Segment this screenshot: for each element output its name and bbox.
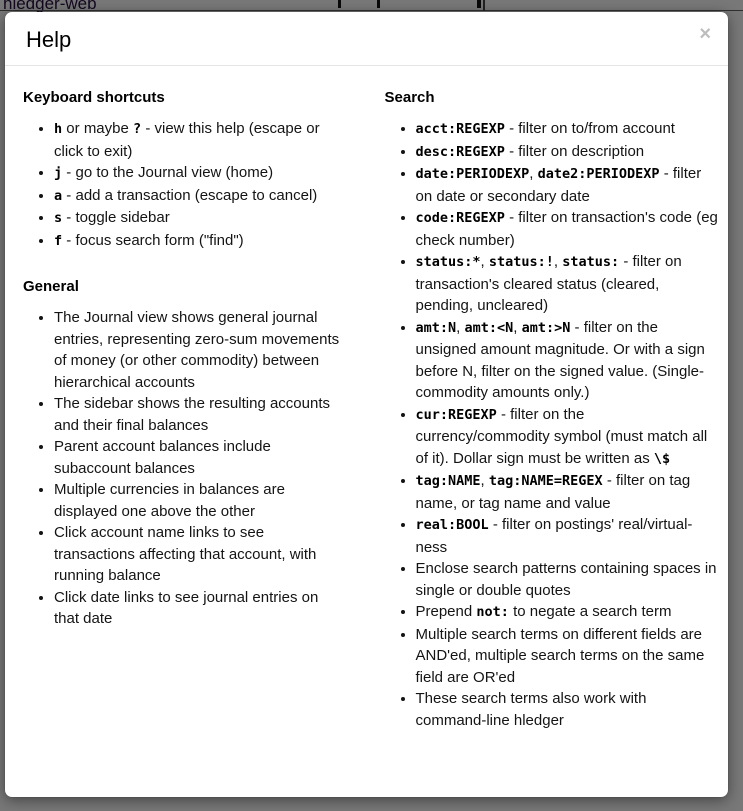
help-item: • The sidebar shows the resulting accounts and their final balances	[54, 393, 343, 436]
section-heading-general: General	[23, 278, 79, 295]
help-item: • Parent account balances include subaccount balances	[54, 436, 343, 479]
code-term: s	[54, 210, 63, 226]
help-item: • date:PERIODEXP, date2:PERIODEXP - filter on date or secondary date	[416, 163, 721, 207]
section-heading-search: Search	[384, 89, 435, 106]
code-term: status:	[562, 254, 620, 270]
code-term: real:BOOL	[415, 517, 489, 533]
help-item: • acct:REGEXP - filter on to/from account	[416, 118, 721, 141]
help-item: • f - focus search form ("find")	[54, 230, 343, 253]
code-term: \$	[653, 450, 671, 467]
help-item: • Multiple currencies in balances are displayed one above the other	[54, 479, 343, 522]
code-term: amt:>N	[521, 319, 571, 336]
help-item: • real:BOOL - filter on postings' real/virtual-ness	[416, 514, 721, 558]
help-item: • cur:REGEXP - filter on the currency/commodity symbol (must match all of it). Dollar sign must be written as \$	[416, 404, 721, 471]
help-item: • a - add a transaction (escape to cancel)	[54, 185, 343, 208]
code-term: code:REGEXP	[415, 210, 505, 226]
help-item: • Multiple search terms on different fields are AND'ed, multiple search terms on the same field are OR'ed	[416, 624, 721, 689]
help-modal	[5, 12, 728, 797]
code-term: date:PERIODEXP	[415, 166, 530, 182]
help-item: • The Journal view shows general journal entries, representing zero-sum movements of money (or other commodity) between hierarchical accounts	[54, 307, 343, 393]
code-term: f	[54, 232, 63, 249]
code-term: amt:N	[415, 319, 457, 336]
general-section	[23, 277, 343, 630]
code-term: ?	[133, 121, 142, 137]
help-item: • Click date links to see journal entries on that date	[54, 587, 343, 630]
help-item: • status:*, status:!, status: - filter on transaction's cleared status (cleared, pending, uncleared)	[416, 251, 721, 317]
code-term: status:!	[488, 254, 554, 270]
help-item: • Click account name links to see transactions affecting that account, with running balance	[54, 522, 343, 587]
help-item: • h or maybe ? - view this help (escape or click to exit)	[54, 118, 343, 162]
code-term: status:*	[415, 254, 481, 270]
help-item: • Prepend not: to negate a search term	[416, 601, 721, 624]
code-term: amt:<N	[464, 319, 514, 336]
code-term: not:	[476, 604, 509, 620]
right-column	[373, 88, 723, 741]
modal-body	[5, 66, 728, 759]
code-term: h	[54, 121, 63, 137]
help-item: • desc:REGEXP - filter on description	[416, 141, 721, 164]
code-term: date2:PERIODEXP	[537, 166, 660, 182]
code-term: tag:NAME	[415, 473, 481, 489]
section-heading-keyboard-shortcuts: Keyboard shortcuts	[23, 89, 165, 106]
help-item: • j - go to the Journal view (home)	[54, 162, 343, 185]
help-item: • tag:NAME, tag:NAME=REGEX - filter on tag name, or tag name and value	[416, 470, 721, 514]
help-item: • These search terms also work with command-line hledger	[416, 688, 721, 731]
modal-header	[5, 12, 728, 66]
help-item: • code:REGEXP - filter on transaction's code (eg check number)	[416, 207, 721, 251]
search-list	[385, 118, 721, 731]
help-item: • s - toggle sidebar	[54, 207, 343, 230]
code-term: acct:REGEXP	[415, 121, 505, 137]
left-column	[23, 88, 373, 741]
code-term: a	[54, 187, 63, 204]
modal-title: Help	[26, 27, 72, 52]
code-term: j	[54, 165, 63, 181]
search-section	[385, 88, 721, 731]
general-list	[23, 307, 343, 630]
keyboard-shortcuts-list	[23, 118, 343, 252]
code-term: desc:REGEXP	[415, 143, 505, 160]
help-item: • Enclose search patterns containing spaces in single or double quotes	[416, 558, 721, 601]
code-term: cur:REGEXP	[415, 406, 497, 423]
code-term: tag:NAME=REGEX	[488, 473, 603, 489]
close-icon[interactable]: ×	[699, 23, 711, 45]
keyboard-shortcuts-section	[23, 88, 343, 252]
help-item: • amt:N, amt:<N, amt:>N - filter on the unsigned amount magnitude. Or with a sign before N, filter on the signed value. (Single-commodity amounts only.)	[416, 317, 721, 404]
